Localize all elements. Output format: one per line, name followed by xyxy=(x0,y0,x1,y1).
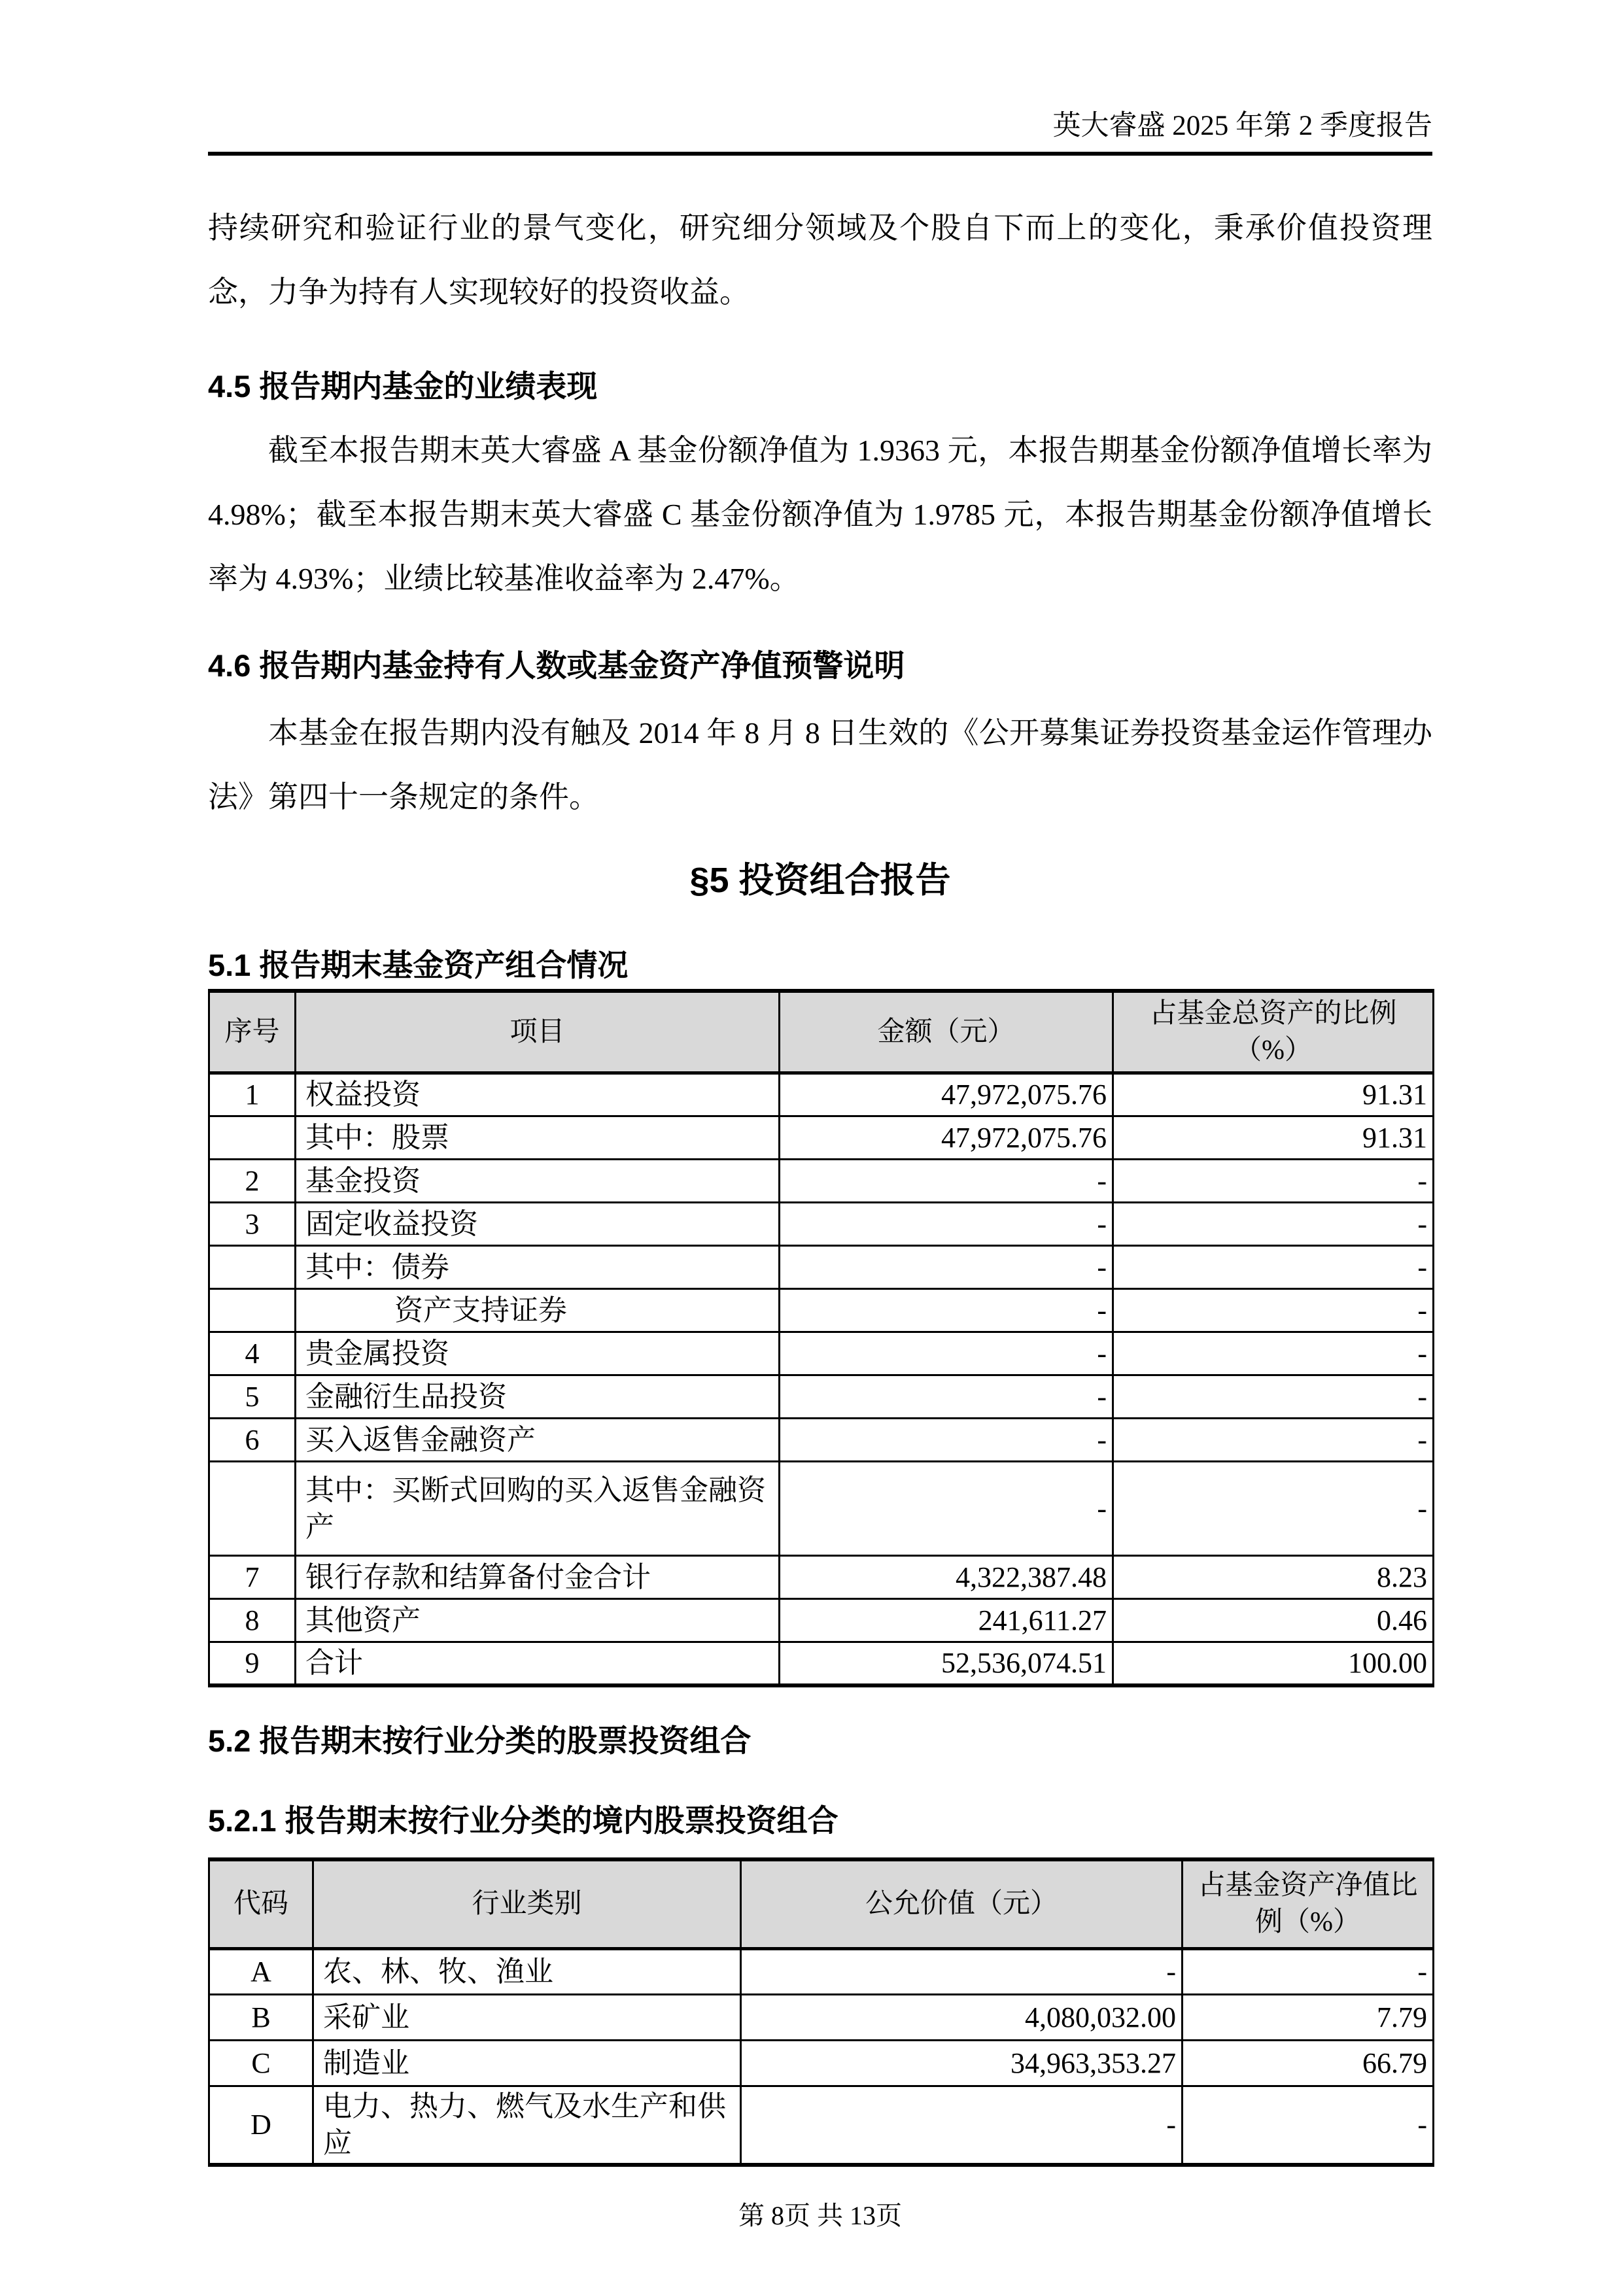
section-4-5-body: 截至本报告期末英大睿盛 A 基金份额净值为 1.9363 元，本报告期基金份额净值增长率为 4.98%；截至本报告期末英大睿盛 C 基金份额净值为 1.9785 元，本报告期基金份额净值增长率为 4.93%；业绩比较基准收益率为 2.47%。 xyxy=(208,434,1432,595)
cell-pct: 0.46 xyxy=(1113,1599,1434,1642)
intro-paragraph: 持续研究和验证行业的景气变化，研究细分领域及个股自下而上的变化，秉承价值投资理念，力争为持有人实现较好的投资收益。 xyxy=(208,211,1432,309)
cell-industry: 农、林、牧、渔业 xyxy=(313,1949,741,1995)
cell-amount: - xyxy=(780,1289,1113,1332)
cell-item: 银行存款和结算备付金合计 xyxy=(296,1556,780,1599)
cell-item: 权益投资 xyxy=(296,1073,780,1116)
table-row xyxy=(209,1556,1434,1599)
cell-code: B xyxy=(209,1995,313,2041)
cell-item: 买入返售金融资产 xyxy=(296,1419,780,1462)
cell-amount: 47,972,075.76 xyxy=(780,1073,1113,1116)
col-header-fair-value: 公允价值（元） xyxy=(741,1859,1183,1949)
cell-pct: - xyxy=(1113,1289,1434,1332)
col-header-amount: 金额（元） xyxy=(780,991,1113,1073)
table-row xyxy=(209,1995,1434,2041)
cell-nav-pct: 7.79 xyxy=(1183,1995,1434,2041)
page-footer xyxy=(208,2200,1432,2232)
col-header-no: 序号 xyxy=(209,991,296,1073)
cell-no: 7 xyxy=(209,1556,296,1599)
cell-no: 9 xyxy=(209,1642,296,1685)
cell-amount: 241,611.27 xyxy=(780,1599,1113,1642)
table-row xyxy=(209,1419,1434,1462)
section-heading-5-1: 5.1 报告期末基金资产组合情况 xyxy=(208,948,629,982)
cell-no xyxy=(209,1462,296,1556)
asset-portfolio-table xyxy=(208,989,1434,1687)
cell-industry: 制造业 xyxy=(313,2041,741,2086)
cell-no: 5 xyxy=(209,1375,296,1419)
industry-stock-table xyxy=(208,1857,1434,2167)
cell-pct: - xyxy=(1113,1160,1434,1203)
cell-nav-pct: 66.79 xyxy=(1183,2041,1434,2086)
cell-industry: 采矿业 xyxy=(313,1995,741,2041)
table-row xyxy=(209,1203,1434,1246)
cell-code: C xyxy=(209,2041,313,2086)
cell-pct: - xyxy=(1113,1246,1434,1289)
table-row xyxy=(209,1949,1434,1995)
cell-pct: 8.23 xyxy=(1113,1556,1434,1599)
section-4-6-body: 本基金在报告期内没有触及 2014 年 8 月 8 日生效的《公开募集证券投资基金运作管理办法》第四十一条规定的条件。 xyxy=(208,716,1432,814)
cell-nav-pct: - xyxy=(1183,1949,1434,1995)
cell-code: D xyxy=(209,2086,313,2166)
cell-pct: 100.00 xyxy=(1113,1642,1434,1685)
cell-no: 8 xyxy=(209,1599,296,1642)
cell-fair-value: 4,080,032.00 xyxy=(741,1995,1183,2041)
cell-no xyxy=(209,1289,296,1332)
cell-fair-value: - xyxy=(741,1949,1183,1995)
cell-item: 其他资产 xyxy=(296,1599,780,1642)
chapter-heading-5: §5 投资组合报告 xyxy=(689,861,951,900)
table-row xyxy=(209,1289,1434,1332)
col-header-pct: 占基金总资产的比例（%） xyxy=(1113,991,1434,1073)
cell-item: 基金投资 xyxy=(296,1160,780,1203)
col-header-industry: 行业类别 xyxy=(313,1859,741,1949)
table-row xyxy=(209,1116,1434,1160)
cell-industry: 电力、热力、燃气及水生产和供应 xyxy=(313,2086,741,2166)
table-header-row xyxy=(209,991,1434,1073)
cell-no: 1 xyxy=(209,1073,296,1116)
page-number: 第 8页 共 13页 xyxy=(738,2201,902,2230)
page-header xyxy=(208,0,1432,156)
cell-amount: - xyxy=(780,1246,1113,1289)
table-row xyxy=(209,1332,1434,1375)
cell-code: A xyxy=(209,1949,313,1995)
cell-amount: - xyxy=(780,1203,1113,1246)
cell-amount: - xyxy=(780,1332,1113,1375)
section-heading-4-5: 4.5 报告期内基金的业绩表现 xyxy=(208,369,598,404)
table-row xyxy=(209,2086,1434,2166)
cell-item: 其中：股票 xyxy=(296,1116,780,1160)
cell-pct: - xyxy=(1113,1462,1434,1556)
cell-amount: - xyxy=(780,1419,1113,1462)
table-row xyxy=(209,1375,1434,1419)
cell-no: 6 xyxy=(209,1419,296,1462)
cell-fair-value: - xyxy=(741,2086,1183,2166)
table-row xyxy=(209,1160,1434,1203)
table-row xyxy=(209,1073,1434,1116)
col-header-item: 项目 xyxy=(296,991,780,1073)
cell-item: 合计 xyxy=(296,1642,780,1685)
cell-no xyxy=(209,1246,296,1289)
cell-pct: - xyxy=(1113,1332,1434,1375)
cell-amount: - xyxy=(780,1462,1113,1556)
table-row xyxy=(209,2041,1434,2086)
cell-amount: 52,536,074.51 xyxy=(780,1642,1113,1685)
cell-no: 3 xyxy=(209,1203,296,1246)
report-title: 英大睿盛 2025 年第 2 季度报告 xyxy=(1052,111,1432,141)
cell-item: 资产支持证券 xyxy=(296,1289,780,1332)
cell-amount: - xyxy=(780,1375,1113,1419)
section-heading-4-6: 4.6 报告期内基金持有人数或基金资产净值预警说明 xyxy=(208,648,905,683)
cell-pct: 91.31 xyxy=(1113,1116,1434,1160)
col-header-code: 代码 xyxy=(209,1859,313,1949)
cell-pct: - xyxy=(1113,1203,1434,1246)
cell-item: 贵金属投资 xyxy=(296,1332,780,1375)
table-header-row xyxy=(209,1859,1434,1949)
cell-item: 金融衍生品投资 xyxy=(296,1375,780,1419)
cell-pct: - xyxy=(1113,1375,1434,1419)
cell-item: 固定收益投资 xyxy=(296,1203,780,1246)
table-row xyxy=(209,1642,1434,1685)
col-header-nav-pct: 占基金资产净值比例（%） xyxy=(1183,1859,1434,1949)
cell-fair-value: 34,963,353.27 xyxy=(741,2041,1183,2086)
cell-pct: - xyxy=(1113,1419,1434,1462)
table-row xyxy=(209,1246,1434,1289)
cell-amount: 4,322,387.48 xyxy=(780,1556,1113,1599)
cell-item: 其中：债券 xyxy=(296,1246,780,1289)
cell-amount: 47,972,075.76 xyxy=(780,1116,1113,1160)
cell-amount: - xyxy=(780,1160,1113,1203)
cell-no: 4 xyxy=(209,1332,296,1375)
table-row xyxy=(209,1599,1434,1642)
cell-item: 其中：买断式回购的买入返售金融资产 xyxy=(296,1462,780,1556)
table-row xyxy=(209,1462,1434,1556)
cell-no xyxy=(209,1116,296,1160)
section-heading-5-2: 5.2 报告期末按行业分类的股票投资组合 xyxy=(208,1723,752,1758)
cell-pct: 91.31 xyxy=(1113,1073,1434,1116)
cell-no: 2 xyxy=(209,1160,296,1203)
section-heading-5-2-1: 5.2.1 报告期末按行业分类的境内股票投资组合 xyxy=(208,1803,838,1838)
cell-nav-pct: - xyxy=(1183,2086,1434,2166)
